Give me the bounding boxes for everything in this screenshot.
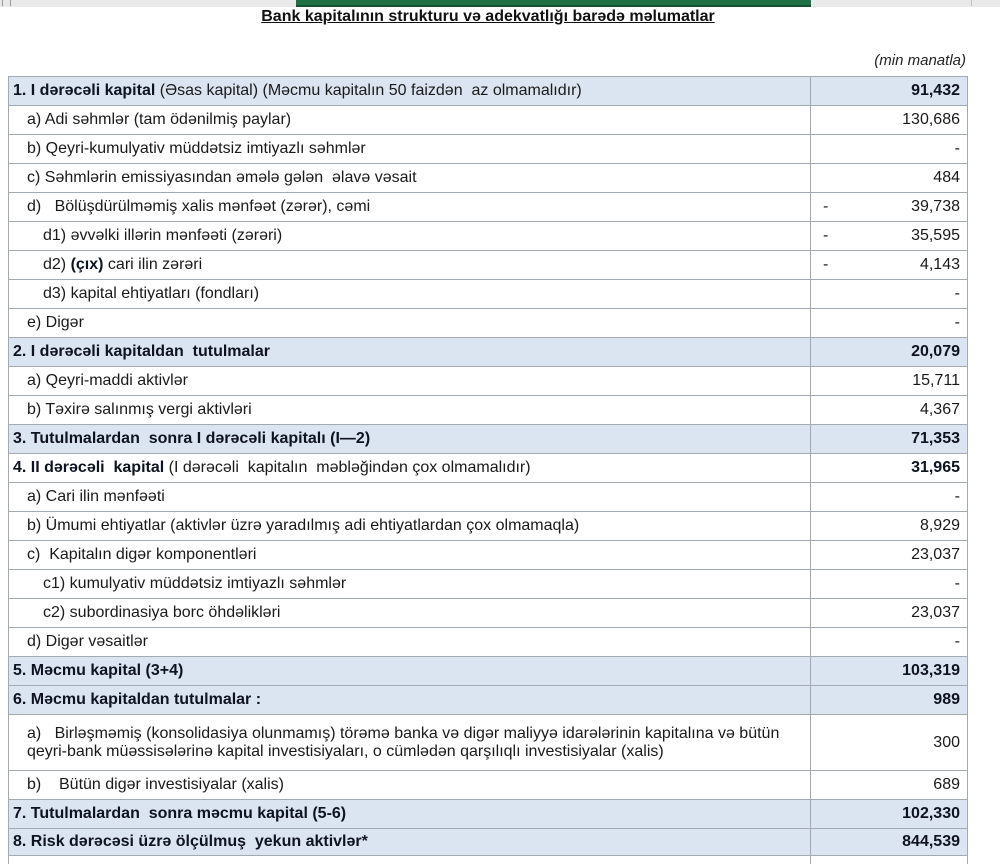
row-label[interactable] (9, 425, 811, 453)
label-segment: c) Səhmlərin emissiyasından əmələ gələn əlavə vəsait (27, 169, 417, 186)
strip-tick (10, 0, 11, 6)
unit-note: (min manatla) (874, 52, 966, 69)
table-row[interactable] (9, 686, 968, 715)
label-segment: a) Adi səhmlər (tam ödənilmiş paylar) (27, 111, 292, 128)
table-row[interactable] (9, 715, 968, 771)
row-label-text (27, 633, 148, 651)
row-value: - (954, 575, 960, 592)
row-label-text (27, 776, 284, 794)
capital-structure-table (8, 76, 968, 864)
row-label-text (27, 488, 165, 506)
label-segment: c) Kapitalın digər komponentləri (27, 546, 257, 563)
row-label[interactable] (9, 338, 811, 366)
row-label[interactable] (9, 222, 811, 250)
row-label[interactable] (9, 77, 811, 105)
row-label[interactable] (9, 686, 811, 714)
row-value: - (954, 488, 960, 505)
row-label-text (27, 372, 188, 390)
label-segment: b) Ümumi ehtiyatlar (aktivlər üzrə yaradılmış adi ehtiyatlardan çox olmamaqla) (27, 517, 580, 534)
excel-header-strip (0, 0, 1000, 7)
table-row[interactable] (9, 280, 968, 309)
label-segment: c1) kumulyativ müddətsiz imtiyazlı səhmlər (43, 575, 347, 592)
row-value-cell[interactable] (811, 193, 968, 221)
row-value: 4,143 (919, 256, 960, 273)
row-label-text (27, 111, 291, 129)
row-label-text (27, 314, 84, 332)
table-row[interactable] (9, 338, 968, 367)
table-row[interactable] (9, 483, 968, 512)
row-value-cell[interactable] (811, 454, 968, 482)
row-value: 4,367 (919, 401, 960, 418)
row-value: - (954, 140, 960, 157)
row-value: 130,686 (902, 111, 960, 128)
row-value-cell[interactable] (811, 628, 968, 656)
row-label[interactable] (9, 570, 811, 598)
label-segment: d1) əvvəlki illərin mənfəəti (zərəri) (43, 227, 283, 244)
row-value-cell[interactable] (811, 512, 968, 540)
row-label-text (13, 805, 346, 823)
row-value: 23,037 (911, 604, 960, 621)
row-value-cell[interactable] (811, 106, 968, 134)
row-label-text (43, 256, 202, 274)
row-label[interactable] (9, 367, 811, 395)
row-value-cell[interactable] (811, 309, 968, 337)
row-label[interactable] (9, 657, 811, 685)
label-segment: 1. I dərəcəli kapital (13, 82, 160, 99)
label-segment: e) Digər (27, 314, 84, 331)
label-segment: a) Cari ilin mənfəəti (27, 488, 165, 505)
row-value: 31,965 (911, 459, 960, 476)
row-value-cell[interactable] (811, 686, 968, 714)
table-row[interactable] (9, 512, 968, 541)
row-label[interactable] (9, 599, 811, 627)
label-segment: c2) subordinasiya borc öhdəlikləri (43, 604, 281, 621)
row-label-text (13, 691, 261, 709)
row-label[interactable] (9, 800, 811, 828)
row-value-cell[interactable] (811, 396, 968, 424)
row-value-cell[interactable] (811, 657, 968, 685)
row-value: 300 (933, 733, 960, 751)
partial-row (9, 856, 968, 864)
table-row[interactable] (9, 106, 968, 135)
table-row[interactable] (9, 222, 968, 251)
label-segment: b) Qeyri-kumulyativ müddətsiz imtiyazlı səhmlər (27, 140, 366, 157)
row-label[interactable] (9, 715, 811, 770)
row-label[interactable] (9, 164, 811, 192)
row-value: 35,595 (911, 227, 960, 244)
row-label-text (43, 604, 280, 622)
label-segment: 6. Məcmu kapitaldan tutulmalar : (13, 691, 262, 708)
row-label-text (13, 430, 370, 448)
row-value: 39,738 (911, 198, 960, 215)
label-segment: 2. I dərəcəli kapitaldan tutulmalar (13, 343, 270, 360)
row-value: 20,079 (911, 343, 960, 360)
table-row[interactable] (9, 77, 968, 106)
row-value: 15,711 (912, 372, 960, 389)
row-label-text (27, 546, 256, 564)
row-label[interactable] (9, 771, 811, 799)
row-value: 71,353 (911, 430, 960, 447)
row-value-cell[interactable] (811, 829, 968, 855)
label-segment: b) Təxirə salınmış vergi aktivləri (27, 401, 252, 418)
label-segment: d) Bölüşdürülməmiş xalis mənfəət (zərər), cəmi (27, 198, 371, 215)
table-row[interactable] (9, 771, 968, 800)
label-segment: 5. Məcmu kapital (3+4) (13, 662, 184, 679)
row-value-cell[interactable] (811, 483, 968, 511)
label-segment: d) Digər vəsaitlər (27, 633, 148, 650)
table-row[interactable] (9, 628, 968, 657)
row-value-cell (811, 856, 968, 864)
label-segment: 7. Tutulmalardan sonra məcmu kapital (5-6) (13, 805, 347, 822)
table-row[interactable] (9, 396, 968, 425)
row-value-cell[interactable] (811, 541, 968, 569)
row-label[interactable] (9, 396, 811, 424)
label-segment: d2) (43, 256, 71, 273)
negative-sign: - (823, 227, 829, 244)
row-label-text (27, 401, 252, 419)
row-label-text (43, 575, 346, 593)
label-segment: b) Bütün digər investisiyalar (xalis) (27, 776, 284, 793)
row-label-text (27, 198, 370, 216)
row-label-text (27, 725, 804, 761)
negative-sign: - (823, 256, 829, 273)
row-label[interactable] (9, 135, 811, 163)
row-value-cell[interactable] (811, 800, 968, 828)
row-value: 91,432 (911, 82, 960, 99)
row-label-text (43, 285, 259, 303)
table-row[interactable] (9, 829, 968, 856)
table-row[interactable] (9, 425, 968, 454)
row-label[interactable] (9, 541, 811, 569)
row-label[interactable] (9, 454, 811, 482)
row-label-text (13, 833, 368, 851)
table-row[interactable] (9, 541, 968, 570)
row-label[interactable] (9, 193, 811, 221)
row-value-cell[interactable] (811, 338, 968, 366)
row-label-text (27, 169, 417, 187)
table-row[interactable] (9, 164, 968, 193)
row-value: 844,539 (902, 833, 960, 850)
row-value-cell[interactable] (811, 367, 968, 395)
row-label (9, 856, 811, 864)
row-label-text (13, 343, 270, 361)
row-value: - (954, 633, 960, 650)
row-label[interactable] (9, 512, 811, 540)
row-value-cell[interactable] (811, 77, 968, 105)
table-row[interactable] (9, 309, 968, 338)
row-label[interactable] (9, 628, 811, 656)
row-label-text (13, 459, 531, 477)
table-row[interactable] (9, 657, 968, 686)
row-label[interactable] (9, 280, 811, 308)
row-value: 102,330 (902, 805, 960, 822)
row-value-cell[interactable] (811, 771, 968, 799)
row-label-text (27, 140, 366, 158)
label-segment: a) Qeyri-maddi aktivlər (27, 372, 188, 389)
row-value: 8,929 (919, 517, 960, 534)
label-segment: cari ilin zərəri (103, 256, 203, 273)
row-value: - (954, 314, 960, 331)
strip-tick (2, 0, 3, 6)
row-value: 484 (933, 169, 960, 186)
row-value-cell[interactable] (811, 280, 968, 308)
label-segment: (çıx) (70, 256, 104, 273)
table-row[interactable] (9, 135, 968, 164)
label-segment: 3. Tutulmalardan sonra I dərəcəli kapitalı (I—2) (13, 430, 371, 447)
row-value: - (954, 285, 960, 302)
row-label[interactable] (9, 106, 811, 134)
row-value-cell[interactable] (811, 599, 968, 627)
label-segment: (Əsas kapital) (Məcmu kapitalın 50 faizdən az olmamalıdır) (159, 82, 582, 99)
row-value-cell[interactable] (811, 715, 968, 770)
table-row[interactable] (9, 800, 968, 829)
row-label-text (13, 82, 582, 100)
row-value-cell[interactable] (811, 222, 968, 250)
table-row[interactable] (9, 454, 968, 483)
row-value-cell[interactable] (811, 570, 968, 598)
table-row[interactable] (9, 367, 968, 396)
row-label[interactable] (9, 829, 811, 855)
row-label-text (13, 662, 183, 680)
label-segment: d3) kapital ehtiyatları (fondları) (43, 285, 260, 302)
table-row[interactable] (9, 193, 968, 222)
row-value: 103,319 (902, 662, 960, 679)
table-row[interactable] (9, 570, 968, 599)
table-row[interactable] (9, 599, 968, 628)
label-segment: 8. Risk dərəcəsi üzrə ölçülmuş yekun aktivlər* (13, 833, 368, 850)
row-label-text (27, 517, 579, 535)
table-row[interactable] (9, 251, 968, 280)
row-value-cell[interactable] (811, 135, 968, 163)
page-title: Bank kapitalının strukturu və adekvatlığı barədə məlumatlar (261, 8, 715, 25)
label-segment: 4. II dərəcəli kapital (13, 459, 169, 476)
row-value-cell[interactable] (811, 425, 968, 453)
column-divider (971, 0, 972, 6)
row-label[interactable] (9, 251, 811, 279)
negative-sign: - (823, 198, 829, 215)
selected-range-indicator (296, 0, 811, 7)
row-value: 689 (933, 776, 960, 793)
row-label-text (43, 227, 282, 245)
row-value-cell[interactable] (811, 164, 968, 192)
label-segment: (I dərəcəli kapitalın məbləğindən çox olmamalıdır) (168, 459, 531, 476)
row-value: 989 (933, 691, 960, 708)
row-label[interactable] (9, 483, 811, 511)
row-value-cell[interactable] (811, 251, 968, 279)
row-value: 23,037 (911, 546, 960, 563)
row-label[interactable] (9, 309, 811, 337)
label-segment: a) Birləşməmiş (konsolidasiya olunmamış) törəmə banka və digər maliyyə idarələrinin kapitalına və bütün qeyri-bank müəssisələrinə kapital investisiyaları, o cümlədən qarşılıqlı investisiyalar (xalis) (27, 724, 784, 760)
